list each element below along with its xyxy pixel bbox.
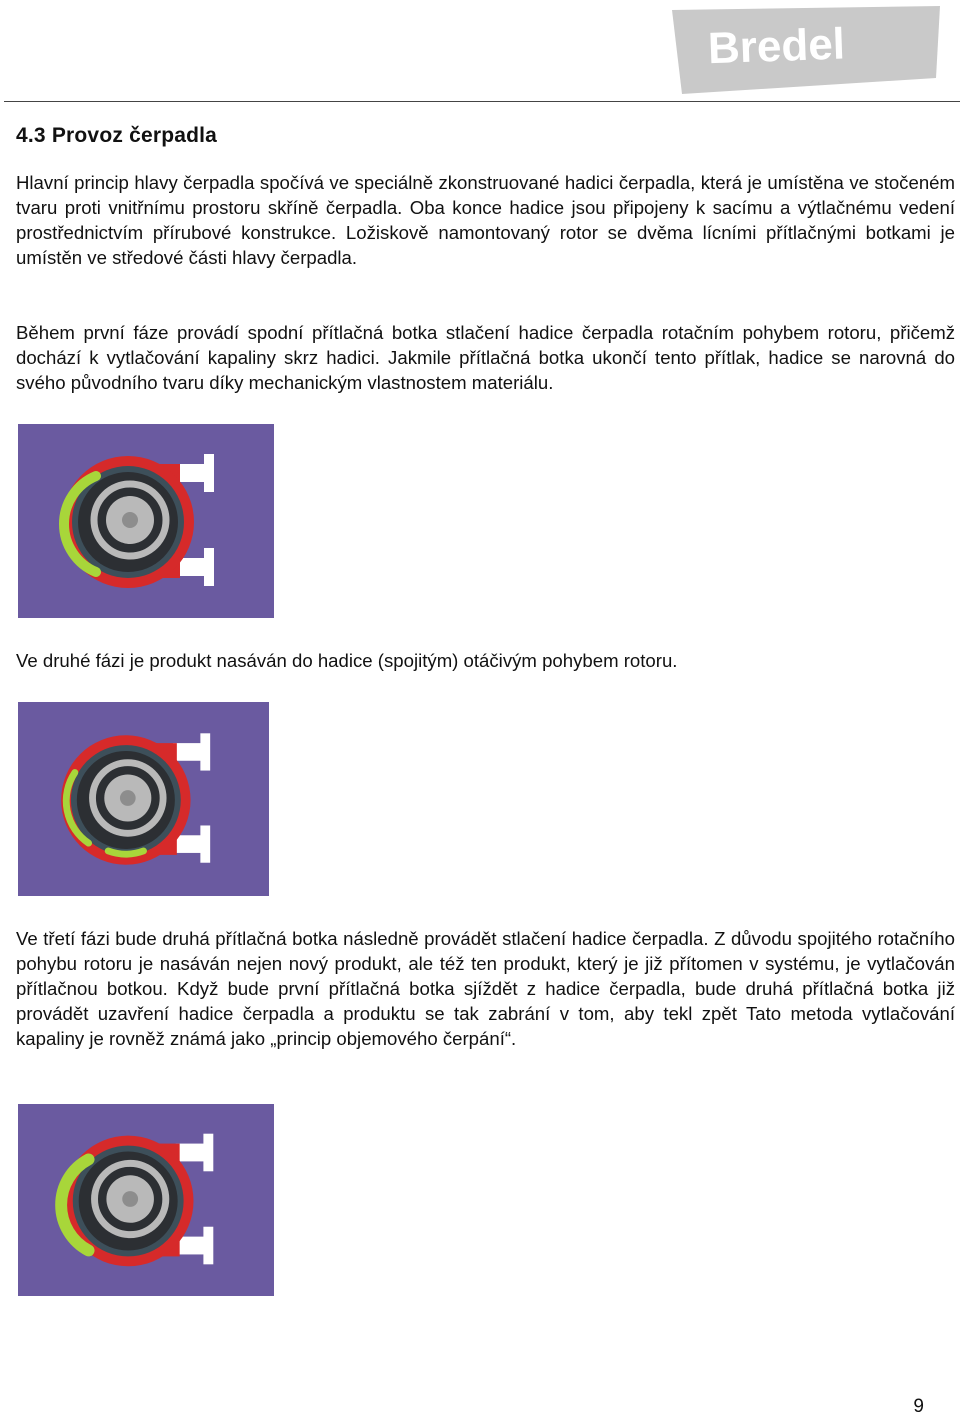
section-heading: 4.3 Provoz čerpadla <box>16 124 218 147</box>
bredel-logo <box>672 6 942 94</box>
logo-text: Bredel <box>707 19 846 74</box>
paragraph-phase-3: Ve třetí fázi bude druhá přítlačná botka následně provádět stlačení hadice čerpadla. Z důvodu spojitého rotačního pohybu rotoru je nasáván nejen nový produkt, ale též ten produkt, který je již přítomen v systému, je vytlačován přítlačnou botkou. Když bude první přítlačná botka sjíždět z hadice čerpadla, bude druhá přítlačná botka již provádět uzavření hadice čerpadla a produktu se tak zabrání v tom, aby tekl zpět Tato metoda vytlačování kapaliny je rovněž známá jako „princip objemového čerpání“. <box>16 928 955 1049</box>
page-number: 9 <box>913 1396 924 1417</box>
paragraph-principle: Hlavní princip hlavy čerpadla spočívá ve speciálně zkonstruované hadici čerpadla, která je umístěna ve stočeném tvaru proti vnitřnímu prostoru skříně čerpadla. Oba konce hadice jsou připojeny k sacímu a výtlačnému vedení prostřednictvím přírubové konstrukce. Ložiskově namontovaný rotor se dvěma lícními přítlačnými botkami je umístěn ve středové části hlavy čerpadla. <box>16 172 955 268</box>
pump-phase-1-illustration <box>18 424 274 618</box>
header-divider <box>4 101 960 102</box>
pump-phase-3-illustration <box>18 1104 274 1296</box>
paragraph-phase-1: Během první fáze provádí spodní přítlačná botka stlačení hadice čerpadla rotačním pohybem rotoru, přičemž dochází k vytlačování kapaliny skrz hadici. Jakmile přítlačná botka ukončí tento přítlak, hadice se narovná do svého původního tvaru díky mechanickým vlastnostem materiálu. <box>16 322 955 393</box>
pump-phase-2-illustration <box>18 702 269 896</box>
paragraph-phase-2: Ve druhé fázi je produkt nasáván do hadice (spojitým) otáčivým pohybem rotoru. <box>16 650 678 671</box>
